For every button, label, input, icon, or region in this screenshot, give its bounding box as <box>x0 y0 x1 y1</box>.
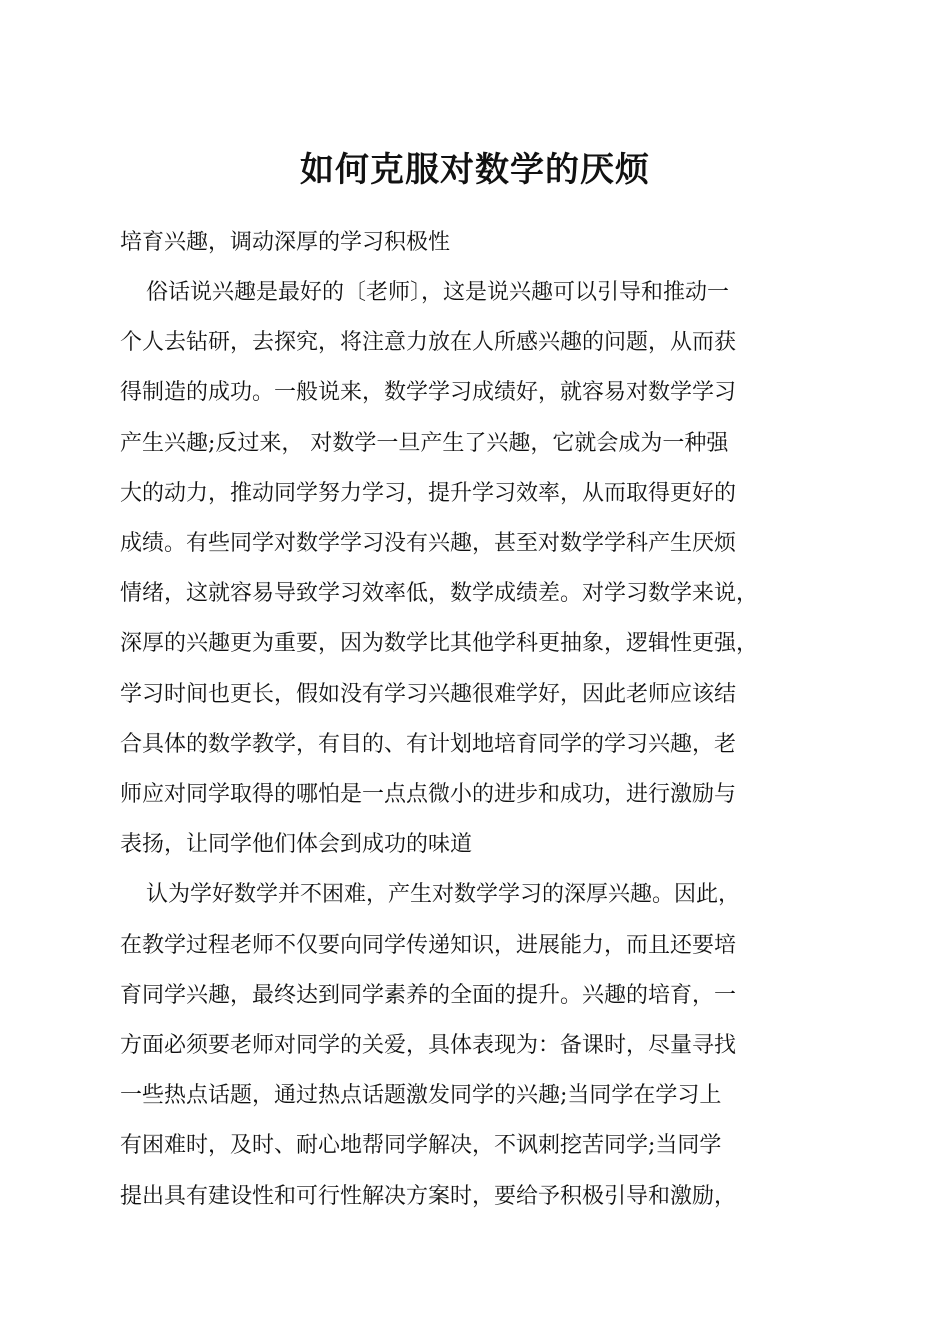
text-line: 大的动力，推动同学努力学习，提升学习效率，从而取得更好的 <box>120 480 737 506</box>
text-line: 个人去钻研，去探究，将注意力放在人所感兴趣的问题，从而获 <box>120 330 737 356</box>
text-line: 在教学过程老师不仅要向同学传递知识，进展能力，而且还要培 <box>120 932 737 958</box>
text-line: 提出具有建设性和可行性解决方案时，要给予积极引导和激励， <box>120 1183 737 1209</box>
section-heading: 培育兴趣，调动深厚的学习积极性 <box>120 230 451 255</box>
text-line: 方面必须要老师对同学的关爱，具体表现为：备课时，尽量寻找 <box>120 1033 737 1058</box>
text-line: 得制造的成功。一般说来，数学学习成绩好，就容易对数学学习 <box>120 380 737 406</box>
text-line: 成绩。有些同学对数学学习没有兴趣，甚至对数学学科产生厌烦 <box>120 531 737 556</box>
text-line: 产生兴趣;反过来， 对数学一旦产生了兴趣，它就会成为一种强 <box>120 430 729 456</box>
text-line: 学习时间也更长，假如没有学习兴趣很难学好，因此老师应该结 <box>120 681 737 707</box>
text-line: 一些热点话题，通过热点话题激发同学的兴趣;当同学在学习上 <box>120 1083 722 1109</box>
text-line: 俗话说兴趣是最好的〔老师〕，这是说兴趣可以引导和推动一 <box>146 280 730 305</box>
document-title: 如何克服对数学的厌烦 <box>300 150 650 190</box>
text-line: 合具体的数学教学，有目的、有计划地培育同学的学习兴趣，老 <box>120 731 737 757</box>
text-line: 认为学好数学并不困难，产生对数学学习的深厚兴趣。因此， <box>146 882 741 908</box>
text-line: 育同学兴趣，最终达到同学素养的全面的提升。兴趣的培育，一 <box>120 982 737 1008</box>
text-line: 有困难时，及时、耐心地帮同学解决，不讽刺挖苦同学;当同学 <box>120 1133 722 1159</box>
text-line: 表扬，让同学他们体会到成功的味道 <box>120 832 473 858</box>
text-line: 情绪，这就容易导致学习效率低，数学成绩差。对学习数学来说， <box>120 581 759 607</box>
text-line: 深厚的兴趣更为重要，因为数学比其他学科更抽象，逻辑性更强， <box>120 631 759 657</box>
text-line: 师应对同学取得的哪怕是一点点微小的进步和成功，进行激励与 <box>120 782 737 807</box>
